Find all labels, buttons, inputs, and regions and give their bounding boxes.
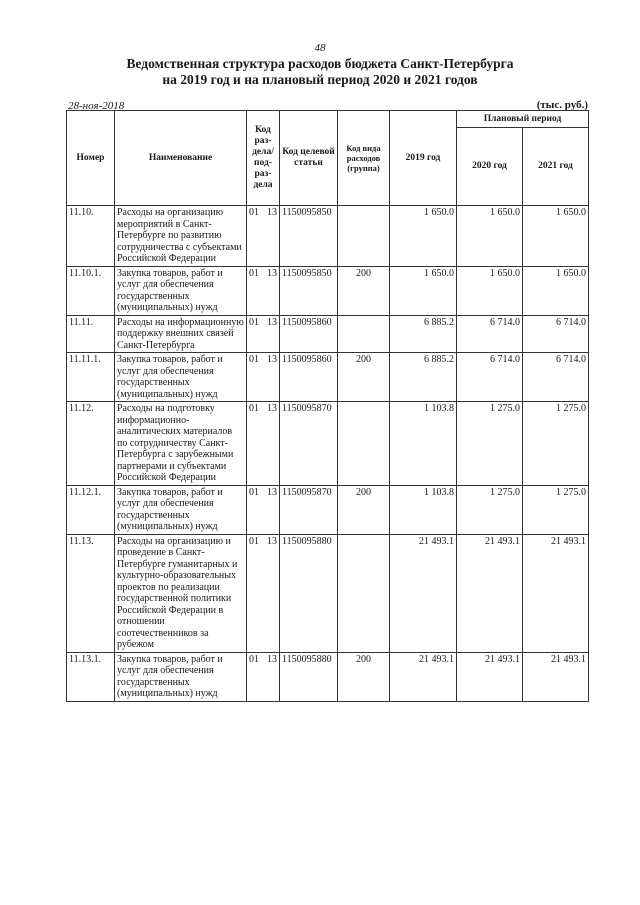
row-name: Закупка товаров, работ и услуг для обеспечения государственных (муниципальных) нужд <box>115 353 247 402</box>
row-target: 1150095880 <box>280 652 338 701</box>
header-2019: 2019 год <box>390 111 457 206</box>
row-2021: 6 714.0 <box>523 315 589 353</box>
row-expense-type: 200 <box>338 266 390 315</box>
row-subsection: 13 <box>264 485 280 534</box>
row-number: 11.10.1. <box>67 266 115 315</box>
row-number: 11.12.1. <box>67 485 115 534</box>
row-number: 11.11.1. <box>67 353 115 402</box>
row-number: 11.13.1. <box>67 652 115 701</box>
title-line-1: Ведомственная структура расходов бюджета Санкт-Петербурга <box>126 56 514 71</box>
row-2019: 1 103.8 <box>390 485 457 534</box>
row-subsection: 13 <box>264 353 280 402</box>
row-section: 01 <box>247 534 264 652</box>
row-2019: 1 103.8 <box>390 402 457 486</box>
row-2020: 6 714.0 <box>457 315 523 353</box>
header-planned-period: Плановый период <box>457 111 589 128</box>
row-expense-type: 200 <box>338 652 390 701</box>
header-target: Код целевой статьи <box>280 111 338 206</box>
row-section: 01 <box>247 315 264 353</box>
document-title <box>0 56 640 88</box>
row-number: 11.11. <box>67 315 115 353</box>
row-2021: 1 650.0 <box>523 206 589 267</box>
header-number: Номер <box>67 111 115 206</box>
budget-table <box>66 110 589 702</box>
table-row <box>67 353 589 402</box>
table-row <box>67 485 589 534</box>
row-2021: 6 714.0 <box>523 353 589 402</box>
row-2021: 1 275.0 <box>523 402 589 486</box>
row-2021: 21 493.1 <box>523 534 589 652</box>
row-target: 1150095870 <box>280 485 338 534</box>
row-section: 01 <box>247 402 264 486</box>
row-2019: 6 885.2 <box>390 315 457 353</box>
row-expense-type: 200 <box>338 353 390 402</box>
page-number: 48 <box>314 42 326 54</box>
row-name: Закупка товаров, работ и услуг для обеспечения государственных (муниципальных) нужд <box>115 652 247 701</box>
row-expense-type: 200 <box>338 485 390 534</box>
document-date: 28-ноя-2018 <box>68 100 125 112</box>
row-number: 11.13. <box>67 534 115 652</box>
row-2019: 1 650.0 <box>390 266 457 315</box>
header-row-1 <box>67 111 589 128</box>
header-2021: 2021 год <box>523 128 589 206</box>
table-row <box>67 315 589 353</box>
table-body <box>67 206 589 702</box>
row-expense-type <box>338 402 390 486</box>
title-line-2: на 2019 год и на плановый период 2020 и 2021 годов <box>162 72 478 87</box>
row-expense-type <box>338 315 390 353</box>
row-section: 01 <box>247 485 264 534</box>
row-section: 01 <box>247 206 264 267</box>
header-expense-type: Код вида расходов (группа) <box>338 111 390 206</box>
table-row <box>67 266 589 315</box>
table-row <box>67 402 589 486</box>
row-expense-type <box>338 534 390 652</box>
row-target: 1150095850 <box>280 206 338 267</box>
table-row <box>67 652 589 701</box>
row-2020: 1 650.0 <box>457 206 523 267</box>
row-2019: 1 650.0 <box>390 206 457 267</box>
row-2020: 1 275.0 <box>457 402 523 486</box>
header-section: Код раз-дела/ под-раз-дела <box>247 111 280 206</box>
row-expense-type <box>338 206 390 267</box>
row-2020: 1 650.0 <box>457 266 523 315</box>
row-target: 1150095870 <box>280 402 338 486</box>
row-name: Расходы на организацию и проведение в Санкт-Петербурге гуманитарных и культурно-образовательных проектов по реализации государственной политики Российской Федерации в отношении соотечественников за рубежом <box>115 534 247 652</box>
row-target: 1150095860 <box>280 315 338 353</box>
table-row <box>67 534 589 652</box>
row-subsection: 13 <box>264 402 280 486</box>
row-name: Закупка товаров, работ и услуг для обеспечения государственных (муниципальных) нужд <box>115 485 247 534</box>
row-2021: 1 650.0 <box>523 266 589 315</box>
row-name: Закупка товаров, работ и услуг для обеспечения государственных (муниципальных) нужд <box>115 266 247 315</box>
row-2020: 1 275.0 <box>457 485 523 534</box>
row-number: 11.10. <box>67 206 115 267</box>
row-2019: 21 493.1 <box>390 652 457 701</box>
row-target: 1150095880 <box>280 534 338 652</box>
row-2019: 6 885.2 <box>390 353 457 402</box>
row-section: 01 <box>247 652 264 701</box>
row-target: 1150095860 <box>280 353 338 402</box>
row-name: Расходы на организацию мероприятий в Санкт-Петербурге по развитию сотрудничества с субъектами Российской Федерации <box>115 206 247 267</box>
row-subsection: 13 <box>264 534 280 652</box>
row-subsection: 13 <box>264 206 280 267</box>
row-name: Расходы на подготовку информационно-аналитических материалов по сотрудничеству Санкт-Петербурга с зарубежными партнерами и субъектами Российской Федерации <box>115 402 247 486</box>
row-number: 11.12. <box>67 402 115 486</box>
row-2019: 21 493.1 <box>390 534 457 652</box>
row-section: 01 <box>247 266 264 315</box>
units-label: (тыс. руб.) <box>536 99 588 111</box>
row-2021: 1 275.0 <box>523 485 589 534</box>
row-section: 01 <box>247 353 264 402</box>
row-2020: 21 493.1 <box>457 652 523 701</box>
row-target: 1150095850 <box>280 266 338 315</box>
row-subsection: 13 <box>264 266 280 315</box>
header-name: Наименование <box>115 111 247 206</box>
row-subsection: 13 <box>264 315 280 353</box>
row-name: Расходы на информационную поддержку внешних связей Санкт-Петербурга <box>115 315 247 353</box>
row-2020: 6 714.0 <box>457 353 523 402</box>
table-row <box>67 206 589 267</box>
header-2020: 2020 год <box>457 128 523 206</box>
row-subsection: 13 <box>264 652 280 701</box>
row-2020: 21 493.1 <box>457 534 523 652</box>
row-2021: 21 493.1 <box>523 652 589 701</box>
